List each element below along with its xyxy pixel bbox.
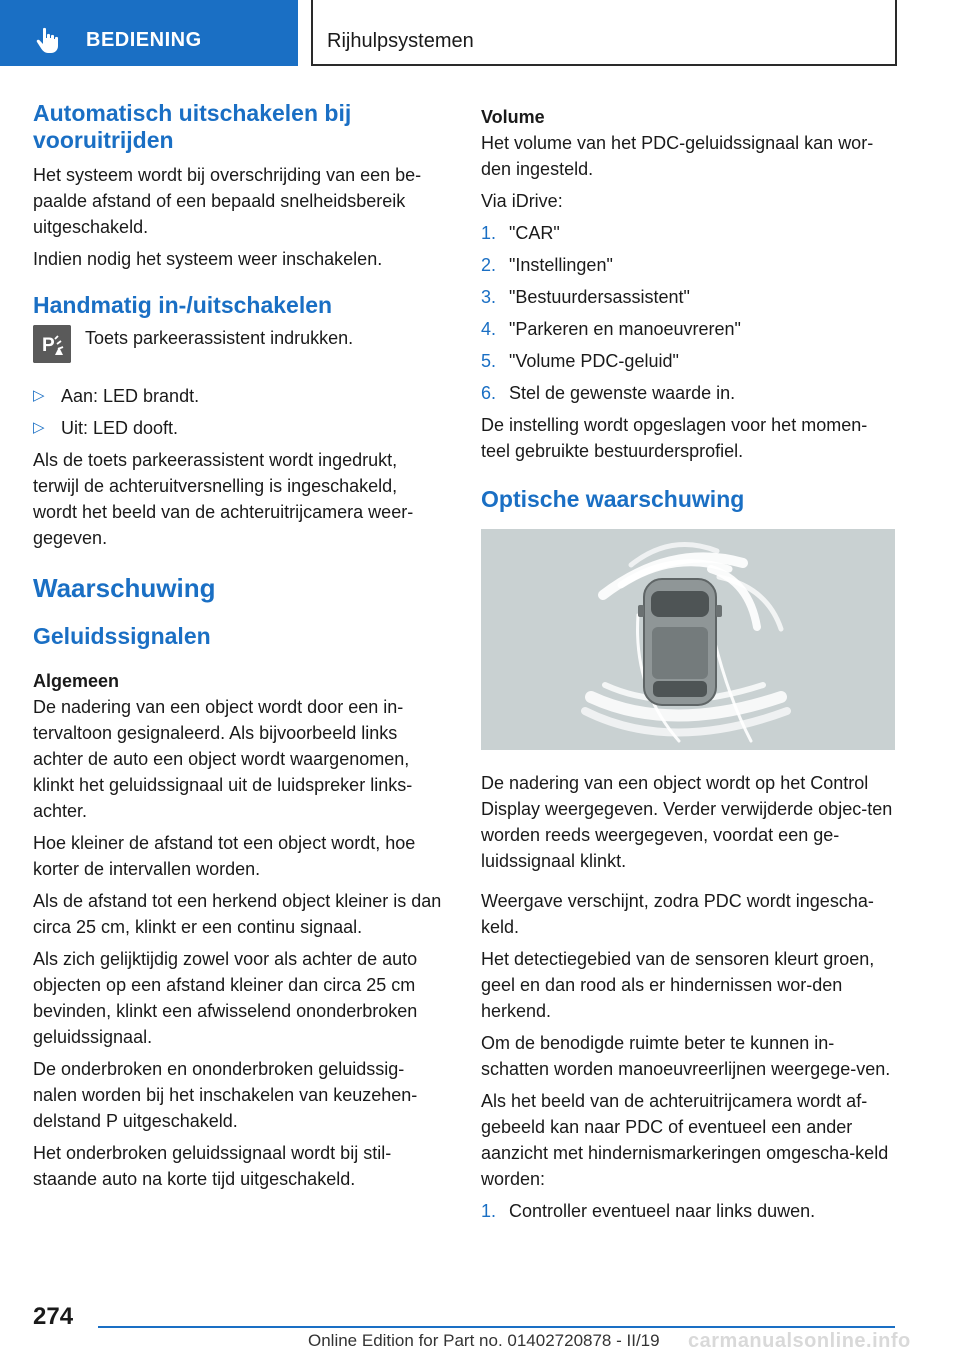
pdc-display-illustration [481, 529, 895, 750]
edition-note: Online Edition for Part no. 01402720878 - II/19 [308, 1331, 660, 1350]
step-text: "Instellingen" [509, 255, 613, 275]
list-item [481, 252, 895, 278]
list-item-text: Aan: LED brandt. [61, 386, 200, 406]
step-text: Controller eventueel naar links duwen. [509, 1201, 816, 1221]
paragraph: De nadering van een object wordt door een in-tervaltoon gesignaleerd. Als bijvoorbeeld links achter de auto een object wordt waargenomen, klinkt het geluidssignaal uit de luidspreker links-achter. [33, 697, 413, 821]
heading-optical-warning: Optische waarschuwing [481, 486, 745, 512]
subheading-volume: Volume [481, 107, 545, 127]
list-item [481, 284, 895, 310]
controller-steps-list [481, 1198, 895, 1224]
paragraph: Via iDrive: [481, 191, 563, 211]
list-item-text: Uit: LED dooft. [61, 418, 179, 438]
left-column [33, 100, 443, 1198]
hand-pointer-icon [34, 26, 62, 54]
section-title: BEDIENING [86, 29, 202, 51]
paragraph: Om de benodigde ruimte beter te kunnen in-schatten worden manoeuvreerlijnen weergege-ven. [481, 1033, 891, 1079]
paragraph: Indien nodig het systeem weer inschakelen. [33, 249, 383, 269]
svg-text:P: P [42, 335, 55, 356]
parking-assistant-button-icon [33, 325, 71, 363]
step-text: "Bestuurdersassistent" [509, 287, 690, 307]
list-item [33, 415, 443, 441]
triangle-bullet-icon: ▷ [33, 419, 45, 436]
paragraph: Als de toets parkeerassistent wordt ingedrukt, terwijl de achteruitversnelling is ingeschakeld, wordt het beeld van de achteruitrijcamera weer-gegeven. [33, 450, 414, 548]
paragraph: Toets parkeerassistent indrukken. [85, 328, 354, 348]
paragraph: Het onderbroken geluidssignaal wordt bij stil-staande auto na korte tijd uitgeschakeld. [33, 1143, 392, 1189]
section-tab [0, 0, 298, 66]
paragraph: De nadering van een object wordt op het Control Display weergegeven. Verder verwijderde objec-ten worden reeds weergegeven, voordat een ge-luidssignaal klinkt. [481, 773, 893, 871]
triangle-bullet-icon: ▷ [33, 387, 45, 404]
paragraph: Het detectiegebied van de sensoren kleurt groen, geel en dan rood als er hindernissen wor-den herkend. [481, 949, 875, 1021]
list-item [481, 380, 895, 406]
idrive-steps-list [481, 220, 895, 406]
heading-sound-signals: Geluidssignalen [33, 623, 211, 649]
footer-rule [98, 1326, 895, 1328]
step-number: 4. [481, 319, 497, 339]
step-number: 1. [481, 1201, 497, 1221]
step-text: Stel de gewenste waarde in. [509, 383, 736, 403]
paragraph: Als de afstand tot een herkend object kleiner is dan circa 25 cm, klinkt er een continu signaal. [33, 891, 442, 937]
paragraph: Als zich gelijktijdig zowel voor als achter de auto objecten op een afstand kleiner dan circa 25 cm bevinden, klinkt een afwisselend ononderbroken geluidssignaal. [33, 949, 418, 1047]
paragraph: Het volume van het PDC-geluidssignaal kan wor-den ingesteld. [481, 133, 874, 179]
step-number: 1. [481, 223, 497, 243]
heading-warning: Waarschuwing [33, 573, 216, 603]
step-text: "Volume PDC-geluid" [509, 351, 679, 371]
step-number: 2. [481, 255, 497, 275]
chapter-box [311, 0, 897, 66]
watermark: carmanualsonline.info [688, 1330, 911, 1352]
page-number: 274 [33, 1303, 74, 1330]
list-item [481, 316, 895, 342]
paragraph: Het systeem wordt bij overschrijding van een be-paalde afstand of een bepaald snelheidsbereik uitgeschakeld. [33, 165, 422, 237]
paragraph: Hoe kleiner de afstand tot een object wordt, hoe korter de intervallen worden. [33, 833, 416, 879]
step-text: "CAR" [509, 223, 560, 243]
paragraph: De instelling wordt opgeslagen voor het momen-teel gebruikte bestuurdersprofiel. [481, 415, 868, 461]
heading-manual: Handmatig in-/uitschakelen [33, 292, 333, 318]
step-number: 6. [481, 383, 497, 403]
heading-auto-off: Automatisch uitschakelen bij vooruitrijden [33, 100, 352, 153]
right-column [481, 100, 895, 1230]
paragraph: Als het beeld van de achteruitrijcamera wordt af-gebeeld kan naar PDC of eventueel een ander aanzicht met hindernismarkeringen omgescha-keld worden: [481, 1091, 889, 1189]
paragraph: De onderbroken en ononderbroken geluidssig-nalen worden bij het inschakelen van keuzehen-delstand P uitgeschakeld. [33, 1059, 418, 1131]
step-number: 5. [481, 351, 497, 371]
paragraph: Weergave verschijnt, zodra PDC wordt ingescha-keld. [481, 891, 874, 937]
list-item [481, 1198, 895, 1224]
list-item [481, 220, 895, 246]
subheading-general: Algemeen [33, 671, 120, 691]
button-instruction [33, 325, 443, 371]
chapter-title: Rijhulpsystemen [327, 30, 474, 52]
step-text: "Parkeren en manoeuvreren" [509, 319, 741, 339]
list-item [33, 383, 443, 409]
page-header [0, 0, 960, 66]
list-item [481, 348, 895, 374]
step-number: 3. [481, 287, 497, 307]
car-top-view [638, 579, 722, 705]
